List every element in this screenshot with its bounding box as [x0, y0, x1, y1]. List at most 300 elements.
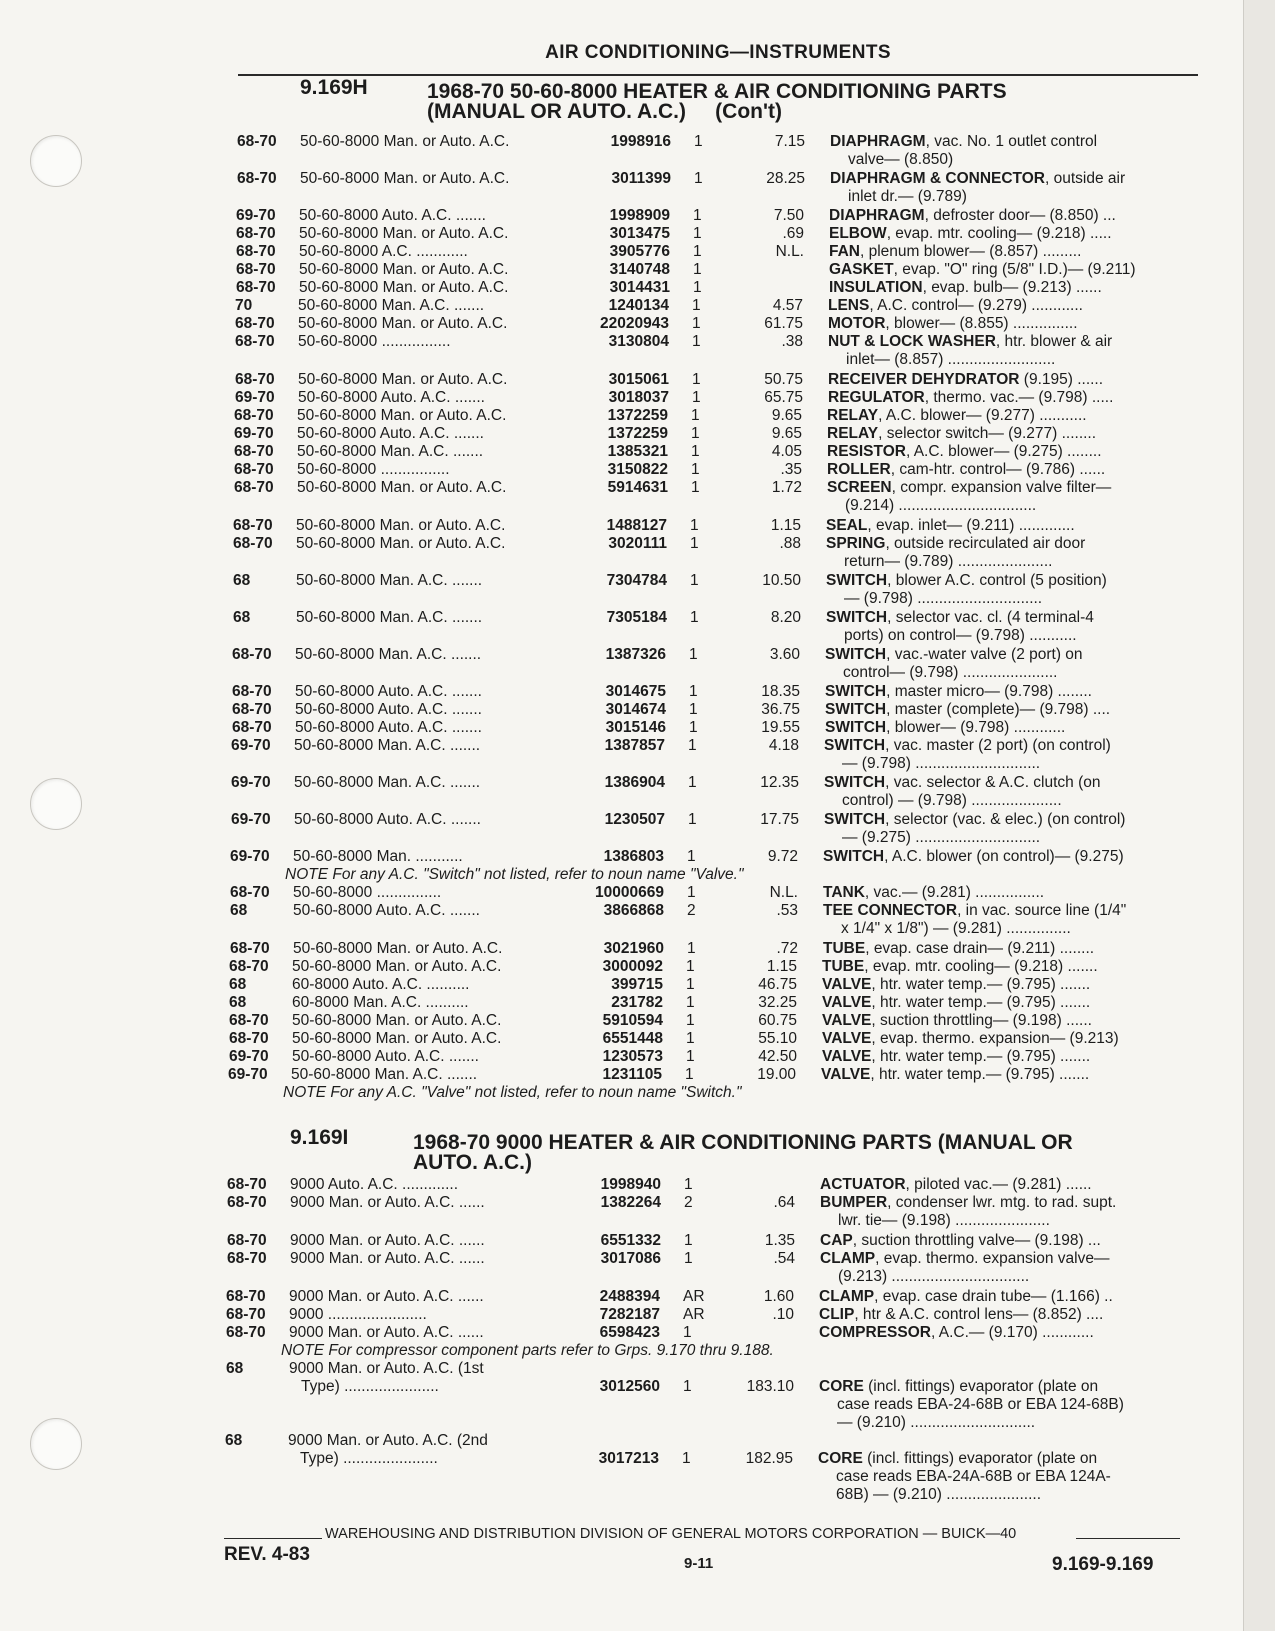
quantity: 1 [689, 683, 698, 700]
model-text: 50-60-8000 Man. or Auto. A.C. [292, 958, 502, 975]
model-applicability [295, 701, 482, 719]
noun-name: BUMPER [820, 1194, 888, 1211]
part-description [824, 774, 1189, 810]
model-text: 50-60-8000 Man. A.C. ....... [291, 1066, 478, 1083]
noun-name: DIAPHRAGM & CONNECTOR [830, 170, 1045, 187]
quantity: 1 [686, 1012, 695, 1029]
part-description [827, 425, 1192, 443]
model-years: 69-70 [230, 848, 270, 865]
model-applicability [297, 425, 484, 443]
list-price: .38 [781, 333, 803, 350]
part-description [829, 243, 1194, 261]
part-number: 7304784 [606, 572, 667, 589]
noun-name: CORE [819, 1378, 864, 1395]
model-years: 69-70 [231, 737, 271, 754]
quantity: AR [683, 1288, 705, 1305]
model-applicability [299, 261, 508, 279]
part-description [828, 333, 1193, 369]
quantity: 1 [691, 479, 700, 496]
part-description [823, 884, 1188, 902]
part-description [820, 1176, 1185, 1194]
list-price: 1.72 [771, 479, 802, 496]
list-price: N.L. [769, 884, 798, 901]
description-text: , evap. case drain tube— (1.166) .. [874, 1288, 1113, 1305]
noun-name: VALVE [822, 1048, 872, 1065]
noun-name: DIAPHRAGM [830, 133, 926, 150]
noun-name: VALVE [821, 1066, 871, 1083]
part-number: 1372259 [607, 407, 668, 424]
running-head: AIR CONDITIONING—INSTRUMENTS [238, 42, 1198, 64]
model-years: 68-70 [229, 1030, 269, 1047]
description-text: (incl. fittings) evaporator (plate on [862, 1450, 1098, 1467]
noun-name: INSULATION [829, 279, 923, 296]
quantity: 1 [691, 407, 700, 424]
description-text: , master (complete)— (9.798) .... [886, 701, 1111, 718]
model-applicability [298, 389, 485, 407]
description-text: , htr. water temp.— (9.795) ....... [870, 1066, 1090, 1083]
part-description [825, 646, 1190, 682]
model-applicability [299, 207, 486, 225]
model-applicability [298, 333, 451, 351]
model-applicability [296, 535, 505, 553]
description-continued: control) — (9.798) ..................... [842, 792, 1062, 809]
description-text: , master micro— (9.798) ........ [886, 683, 1092, 700]
model-text: 50-60-8000 Man. or Auto. A.C. [296, 517, 506, 534]
noun-name: SWITCH [824, 774, 886, 791]
model-applicability [290, 1176, 458, 1194]
part-number: 7282187 [599, 1306, 660, 1323]
noun-name: CLAMP [820, 1250, 876, 1267]
quantity: 1 [690, 535, 699, 552]
part-number: 5914631 [607, 479, 668, 496]
noun-name: SWITCH [824, 737, 886, 754]
noun-name: CAP [820, 1232, 853, 1249]
part-number: 3017213 [598, 1450, 659, 1467]
quantity: 1 [687, 940, 696, 957]
model-years: 68 [229, 976, 247, 993]
model-text: 50-60-8000 Auto. A.C. ....... [294, 811, 481, 828]
list-price: 182.95 [745, 1450, 793, 1467]
description-continued: inlet dr.— (9.789) [848, 188, 967, 205]
part-description [822, 976, 1187, 994]
part-description [828, 315, 1193, 333]
part-description [829, 207, 1194, 225]
description-text: , evap. mtr. cooling— (9.218) ....... [864, 958, 1098, 975]
model-applicability [297, 479, 506, 497]
model-text: 50-60-8000 Man. A.C. ....... [296, 572, 483, 589]
model-applicability [288, 1432, 488, 1468]
part-number: 3014675 [605, 683, 666, 700]
noun-name: SWITCH [825, 719, 887, 736]
noun-name: SWITCH [826, 572, 888, 589]
noun-name: SWITCH [825, 701, 887, 718]
quantity: 1 [684, 1176, 693, 1193]
part-number: 3017086 [600, 1250, 661, 1267]
section-number: 9.169H [300, 76, 368, 99]
model-text: 50-60-8000 ................ [297, 461, 450, 478]
model-text: 50-60-8000 A.C. ............ [299, 243, 468, 260]
description-text: , A.C. blower— (9.275) ........ [905, 443, 1102, 460]
part-description [826, 572, 1191, 608]
list-price: .64 [773, 1194, 795, 1211]
model-text: 50-60-8000 Auto. A.C. ....... [292, 1048, 479, 1065]
model-years: 68 [230, 902, 248, 919]
list-price: 9.65 [771, 425, 802, 442]
part-description [819, 1324, 1184, 1342]
model-years: 68-70 [234, 479, 274, 496]
quantity: 1 [684, 1232, 693, 1249]
division-line: WAREHOUSING AND DISTRIBUTION DIVISION OF GENERAL MOTORS CORPORATION — BUICK—40 [325, 1526, 1017, 1542]
description-continued: valve— (8.850) [848, 151, 954, 168]
description-continued: ports) on control— (9.798) ........... [844, 627, 1077, 644]
list-price: 12.35 [760, 774, 799, 791]
model-years: 68-70 [236, 225, 276, 242]
part-number: 3021960 [603, 940, 664, 957]
description-text: , evap. inlet— (9.211) ............. [867, 517, 1075, 534]
catalog-note: NOTE For any A.C. "Valve" not listed, refer to noun name "Switch." [283, 1084, 742, 1101]
model-text: 50-60-8000 ................ [298, 333, 451, 350]
model-applicability [299, 243, 468, 261]
list-price: .69 [782, 225, 804, 242]
noun-name: SWITCH [825, 683, 887, 700]
description-text: , vac. selector & A.C. clutch (on [885, 774, 1101, 791]
model-applicability [295, 683, 482, 701]
part-description [822, 994, 1187, 1012]
noun-name: VALVE [822, 976, 872, 993]
model-years: 68 [233, 609, 251, 626]
part-description [825, 683, 1190, 701]
description-text: , htr. water temp.— (9.795) ....... [871, 994, 1091, 1011]
description-text: , suction throttling— (9.198) ...... [871, 1012, 1092, 1029]
part-number: 3150822 [607, 461, 668, 478]
model-text: Type) ...................... [300, 1450, 438, 1467]
description-continued: — (9.798) ............................. [842, 755, 1041, 772]
part-description [825, 701, 1190, 719]
description-text: , cam-htr. control— (9.786) ...... [890, 461, 1106, 478]
model-text: 50-60-8000 Man. or Auto. A.C. [299, 279, 509, 296]
part-description [824, 811, 1189, 847]
noun-name: CORE [818, 1450, 863, 1467]
part-description [830, 170, 1195, 206]
list-price: 32.25 [758, 994, 797, 1011]
list-price: 4.18 [768, 737, 799, 754]
noun-name: DIAPHRAGM [829, 207, 925, 224]
model-applicability [296, 517, 505, 535]
model-years: 68-70 [229, 958, 269, 975]
description-text: , htr. blower & air [995, 333, 1113, 350]
model-text: 50-60-8000 Man. A.C. ....... [297, 443, 484, 460]
description-text: , defroster door— (8.850) ... [924, 207, 1116, 224]
model-text: 9000 Man. or Auto. A.C. (1st [289, 1360, 484, 1377]
noun-name: SWITCH [824, 811, 886, 828]
model-years: 70 [235, 297, 253, 314]
model-applicability [292, 1048, 479, 1066]
quantity: 2 [684, 1194, 693, 1211]
model-years: 68-70 [226, 1306, 266, 1323]
quantity: 1 [688, 774, 697, 791]
group-range: 9.169-9.169 [1052, 1554, 1154, 1575]
model-text: 50-60-8000 Man. or Auto. A.C. [300, 133, 510, 150]
model-applicability [295, 719, 482, 737]
model-years: 68-70 [236, 279, 276, 296]
model-years: 68-70 [232, 701, 272, 718]
list-price: 61.75 [764, 315, 803, 332]
quantity: 1 [683, 1378, 692, 1395]
noun-name: SWITCH [823, 848, 885, 865]
quantity: 1 [693, 261, 702, 278]
part-description [820, 1250, 1185, 1286]
list-price: 183.10 [746, 1378, 794, 1395]
noun-name: COMPRESSOR [819, 1324, 931, 1341]
model-years: 68-70 [227, 1250, 267, 1267]
noun-name: VALVE [822, 1012, 872, 1029]
list-price: 36.75 [761, 701, 800, 718]
part-description [825, 719, 1190, 737]
noun-name: CLAMP [819, 1288, 875, 1305]
model-years: 68-70 [227, 1194, 267, 1211]
model-years: 68-70 [234, 443, 274, 460]
model-text: Type) ...................... [301, 1378, 439, 1395]
section-title: 1968-70 50-60-8000 HEATER & AIR CONDITIONING PARTS (MANUAL OR AUTO. A.C.) (Con't) [427, 80, 1007, 123]
part-number: 1230507 [604, 811, 665, 828]
model-years: 68-70 [233, 517, 273, 534]
part-number: 231782 [611, 994, 663, 1011]
quantity: 1 [692, 333, 701, 350]
catalog-note: NOTE For compressor component parts refer to Grps. 9.170 thru 9.188. [281, 1342, 774, 1359]
part-number: 22020943 [600, 315, 669, 332]
model-years: 68-70 [229, 1012, 269, 1029]
model-applicability [299, 279, 508, 297]
list-price: 28.25 [766, 170, 805, 187]
model-applicability [295, 646, 481, 664]
quantity: 1 [691, 443, 700, 460]
part-number: 3020111 [608, 535, 667, 552]
description-continued: return— (9.789) ...................... [844, 553, 1053, 570]
model-applicability [297, 461, 450, 479]
part-number: 1372259 [607, 425, 668, 442]
description-text: , outside air [1045, 170, 1126, 187]
model-applicability [294, 811, 481, 829]
list-price: .53 [776, 902, 798, 919]
description-text: , evap. mtr. cooling— (9.218) ..... [886, 225, 1112, 242]
part-description [823, 902, 1188, 938]
quantity: 1 [693, 225, 702, 242]
description-text: , evap. "O" ring (5/8" I.D.)— (9.211) [893, 261, 1136, 278]
model-applicability [293, 940, 502, 958]
model-applicability [294, 737, 480, 755]
list-price: 7.15 [774, 133, 805, 150]
list-price: 46.75 [758, 976, 797, 993]
part-number: 3012560 [599, 1378, 660, 1395]
model-years: 69-70 [229, 1048, 269, 1065]
noun-name: FAN [829, 243, 860, 260]
model-text: 50-60-8000 Auto. A.C. ....... [293, 902, 480, 919]
part-description [823, 940, 1188, 958]
list-price: .35 [780, 461, 802, 478]
description-text: (9.195) ...... [1019, 371, 1104, 388]
part-number: 1240134 [608, 297, 669, 314]
model-years: 68-70 [234, 461, 274, 478]
part-number: 1230573 [602, 1048, 663, 1065]
part-description [830, 133, 1195, 169]
quantity: 1 [692, 297, 701, 314]
description-continued: — (9.798) ............................. [844, 590, 1043, 607]
noun-name: SWITCH [825, 646, 887, 663]
quantity: 1 [689, 719, 698, 736]
part-description [826, 517, 1191, 535]
part-description [828, 297, 1193, 315]
model-text: 60-8000 Man. A.C. .......... [292, 994, 469, 1011]
model-text: 50-60-8000 Man. A.C. ....... [294, 737, 481, 754]
noun-name: SPRING [826, 535, 886, 552]
model-text: 9000 Auto. A.C. ............. [290, 1176, 459, 1193]
binder-hole [30, 135, 82, 187]
part-description [821, 1066, 1186, 1084]
model-applicability [296, 609, 482, 627]
model-applicability [293, 848, 463, 866]
description-continued: inlet— (8.857) ......................... [846, 351, 1056, 368]
model-years: 68-70 [235, 371, 275, 388]
model-years: 68-70 [233, 535, 273, 552]
list-price: 1.15 [770, 517, 801, 534]
quantity: 1 [688, 737, 697, 754]
model-years: 68-70 [232, 646, 272, 663]
model-applicability [300, 170, 509, 188]
description-text: , selector vac. cl. (4 terminal-4 [887, 609, 1094, 626]
part-description [829, 261, 1194, 279]
model-text: 50-60-8000 Man. or Auto. A.C. [292, 1030, 502, 1047]
noun-name: SWITCH [826, 609, 888, 626]
model-years: 69-70 [228, 1066, 268, 1083]
model-text: 50-60-8000 Man. or Auto. A.C. [297, 407, 507, 424]
quantity: 1 [693, 279, 702, 296]
model-years: 68-70 [236, 243, 276, 260]
model-text: 50-60-8000 Auto. A.C. ....... [295, 683, 482, 700]
model-years: 68 [233, 572, 251, 589]
noun-name: VALVE [822, 994, 872, 1011]
part-number: 6598423 [599, 1324, 660, 1341]
part-number: 3140748 [609, 261, 670, 278]
part-description [819, 1288, 1184, 1306]
list-price: 1.15 [766, 958, 797, 975]
list-price: 42.50 [758, 1048, 797, 1065]
model-applicability [292, 1030, 501, 1048]
list-price: 10.50 [762, 572, 801, 589]
part-description [828, 371, 1193, 389]
quantity: 1 [690, 517, 699, 534]
model-applicability [290, 1250, 485, 1268]
part-description [822, 1030, 1187, 1048]
model-years: 68 [226, 1360, 244, 1377]
model-text: 60-8000 Auto. A.C. .......... [292, 976, 470, 993]
description-continued: (9.214) ................................ [845, 497, 1037, 514]
model-text: 50-60-8000 Man. A.C. ....... [298, 297, 485, 314]
description-text: , evap. bulb— (9.213) ...... [922, 279, 1102, 296]
list-price: 17.75 [760, 811, 799, 828]
description-continued: control— (9.798) ...................... [843, 664, 1058, 681]
model-text: 50-60-8000 Man. or Auto. A.C. [298, 315, 508, 332]
description-text: , evap. thermo. expansion valve— [875, 1250, 1110, 1267]
description-continued: — (9.275) ............................. [842, 829, 1041, 846]
section-number: 9.169I [290, 1126, 349, 1149]
part-description [824, 737, 1189, 773]
model-applicability [290, 1194, 485, 1212]
part-number: 3015146 [605, 719, 666, 736]
description-text: , thermo. vac.— (9.798) ..... [924, 389, 1114, 406]
description-text: , selector switch— (9.277) ........ [878, 425, 1097, 442]
quantity: AR [683, 1306, 705, 1323]
description-continued: x 1/4" x 1/8") — (9.281) ............... [841, 920, 1071, 937]
model-text: 50-60-8000 Man. or Auto. A.C. [292, 1012, 502, 1029]
model-years: 68-70 [235, 333, 275, 350]
quantity: 1 [691, 461, 700, 478]
parts-row [0, 1432, 1243, 1503]
description-continued: case reads EBA-24-68B or EBA 124-68B) [837, 1396, 1124, 1413]
quantity: 1 [687, 884, 696, 901]
list-price: .88 [779, 535, 801, 552]
model-years: 69-70 [231, 774, 271, 791]
part-description [829, 225, 1194, 243]
quantity: 1 [687, 848, 696, 865]
description-continued: — (9.210) ............................. [837, 1414, 1036, 1431]
noun-name: CLIP [819, 1306, 855, 1323]
model-applicability [292, 958, 501, 976]
description-text: , blower A.C. control (5 position) [887, 572, 1107, 589]
list-price: 65.75 [764, 389, 803, 406]
part-description [818, 1450, 1183, 1504]
part-number: 3905776 [609, 243, 670, 260]
model-years: 68-70 [236, 261, 276, 278]
list-price: 60.75 [758, 1012, 797, 1029]
part-number: 1488127 [606, 517, 667, 534]
model-applicability [297, 407, 506, 425]
part-number: 1387857 [604, 737, 665, 754]
list-price: 4.05 [771, 443, 802, 460]
noun-name: NUT & LOCK WASHER [828, 333, 996, 350]
part-number: 7305184 [606, 609, 667, 626]
model-text: 9000 Man. or Auto. A.C. ...... [289, 1288, 484, 1305]
model-years: 68-70 [226, 1288, 266, 1305]
quantity: 1 [686, 976, 695, 993]
part-number: 3866868 [603, 902, 664, 919]
quantity: 1 [686, 958, 695, 975]
part-description [827, 407, 1192, 425]
model-applicability [291, 1066, 477, 1084]
header-rule [238, 74, 1198, 76]
part-number: 1231105 [602, 1066, 662, 1083]
quantity: 1 [684, 1250, 693, 1267]
description-text: , vac.— (9.281) ................ [864, 884, 1045, 901]
model-years: 68-70 [232, 719, 272, 736]
description-text: , A.C. blower (on control)— (9.275) [884, 848, 1124, 865]
description-text: , vac.-water valve (2 port) on [886, 646, 1083, 663]
part-number: 3014431 [609, 279, 670, 296]
description-text: , plenum blower— (8.857) ......... [860, 243, 1082, 260]
part-number: 6551332 [600, 1232, 661, 1249]
part-number: 1998909 [609, 207, 670, 224]
description-text: , blower— (8.855) ............... [885, 315, 1078, 332]
model-text: 9000 Man. or Auto. A.C. ...... [290, 1232, 485, 1249]
quantity: 1 [694, 133, 703, 150]
part-number: 3014674 [605, 701, 666, 718]
model-years: 68-70 [232, 683, 272, 700]
quantity: 1 [689, 701, 698, 718]
list-price: 7.50 [773, 207, 804, 224]
part-description [828, 389, 1193, 407]
list-price: 50.75 [764, 371, 803, 388]
list-price: N.L. [775, 243, 804, 260]
part-number: 3018037 [608, 389, 669, 406]
